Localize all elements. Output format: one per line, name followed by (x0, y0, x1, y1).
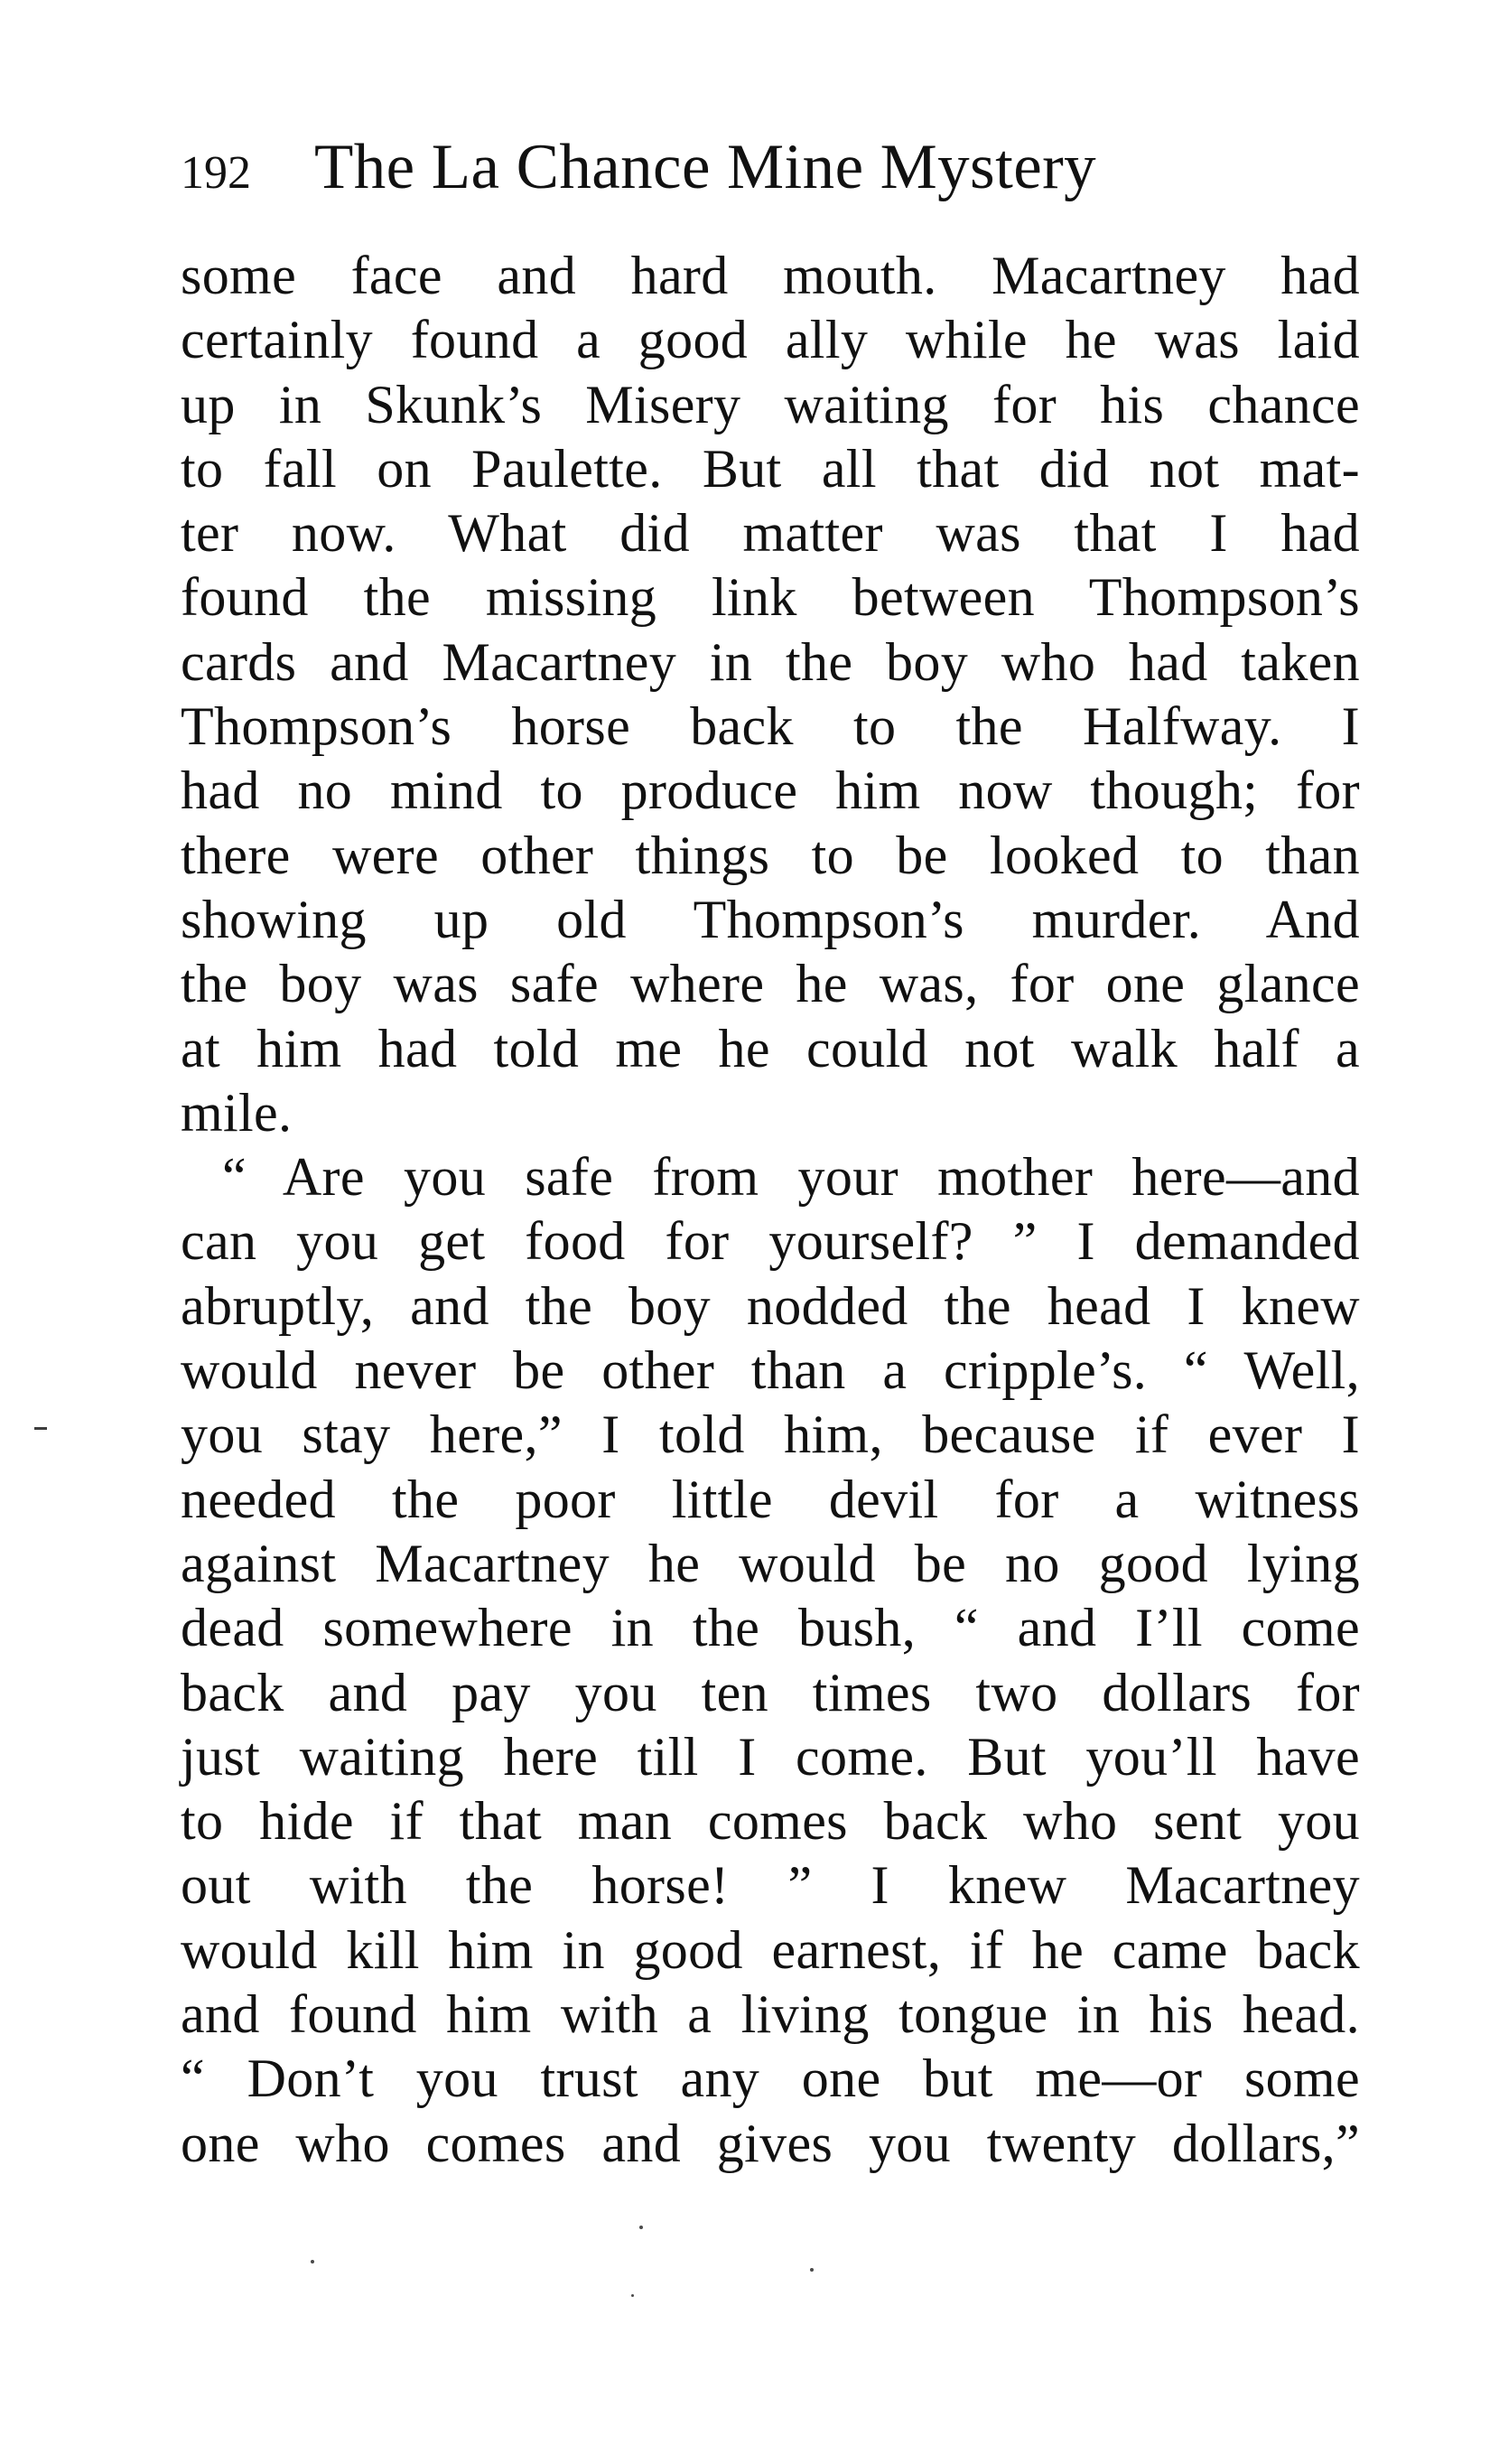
scan-speck (631, 2294, 634, 2297)
scan-speck (311, 2260, 314, 2263)
running-head (181, 126, 1355, 208)
page-number: 192 (181, 147, 251, 199)
text-line: dead somewhere in the bush, “ and I’ll come (181, 1598, 1360, 1658)
text-line: had no mind to produce him now though; for (181, 761, 1360, 821)
text-line: showing up old Thompson’s murder. And (181, 889, 1360, 949)
text-line-paragraph-end: mile. (181, 1082, 293, 1143)
text-line: some face and hard mouth. Macartney had (181, 246, 1360, 305)
text-line: certainly found a good ally while he was laid (181, 310, 1360, 370)
text-line: would never be other than a cripple’s. “ Well, (181, 1340, 1360, 1401)
text-line: to fall on Paulette. But all that did not mat- (181, 438, 1360, 499)
text-line: the boy was safe where he was, for one glance (181, 954, 1360, 1014)
text-line: found the missing link between Thompson’s (181, 567, 1360, 628)
text-line: you stay here,” I told him, because if ever I (181, 1405, 1360, 1465)
body-text (181, 244, 1360, 2176)
text-line-paragraph-start: “ Are you safe from your mother here—and (222, 1147, 1360, 1208)
text-line: “ Don’t you trust any one but me—or some (181, 2049, 1360, 2109)
scan-speck (639, 2226, 643, 2229)
text-line: ter now. What did matter was that I had (181, 503, 1360, 564)
text-line: to hide if that man comes back who sent you (181, 1791, 1360, 1852)
text-line: can you get food for yourself? ” I demanded (181, 1211, 1360, 1272)
text-line: abruptly, and the boy nodded the head I knew (181, 1275, 1360, 1336)
text-line: up in Skunk’s Misery waiting for his chance (181, 374, 1360, 434)
text-line: cards and Macartney in the boy who had taken (181, 631, 1360, 692)
scan-speck (810, 2268, 814, 2272)
text-line: would kill him in good earnest, if he came back (181, 1919, 1360, 1980)
text-line: at him had told me he could not walk half a (181, 1018, 1360, 1078)
margin-mark (34, 1427, 47, 1430)
text-line: back and pay you ten times two dollars for (181, 1662, 1360, 1722)
text-line: just waiting here till I come. But you’ll have (181, 1726, 1360, 1787)
running-title: The La Chance Mine Mystery (314, 132, 1097, 202)
text-line: and found him with a living tongue in his head. (181, 1984, 1360, 2045)
text-line: out with the horse! ” I knew Macartney (181, 1855, 1360, 1916)
text-line: one who comes and gives you twenty dollars,” (181, 2113, 1360, 2173)
text-line: needed the poor little devil for a witness (181, 1469, 1360, 1529)
text-line: there were other things to be looked to than (181, 825, 1360, 885)
text-line: against Macartney he would be no good lying (181, 1533, 1360, 1593)
text-line: Thompson’s horse back to the Halfway. I (181, 696, 1360, 757)
